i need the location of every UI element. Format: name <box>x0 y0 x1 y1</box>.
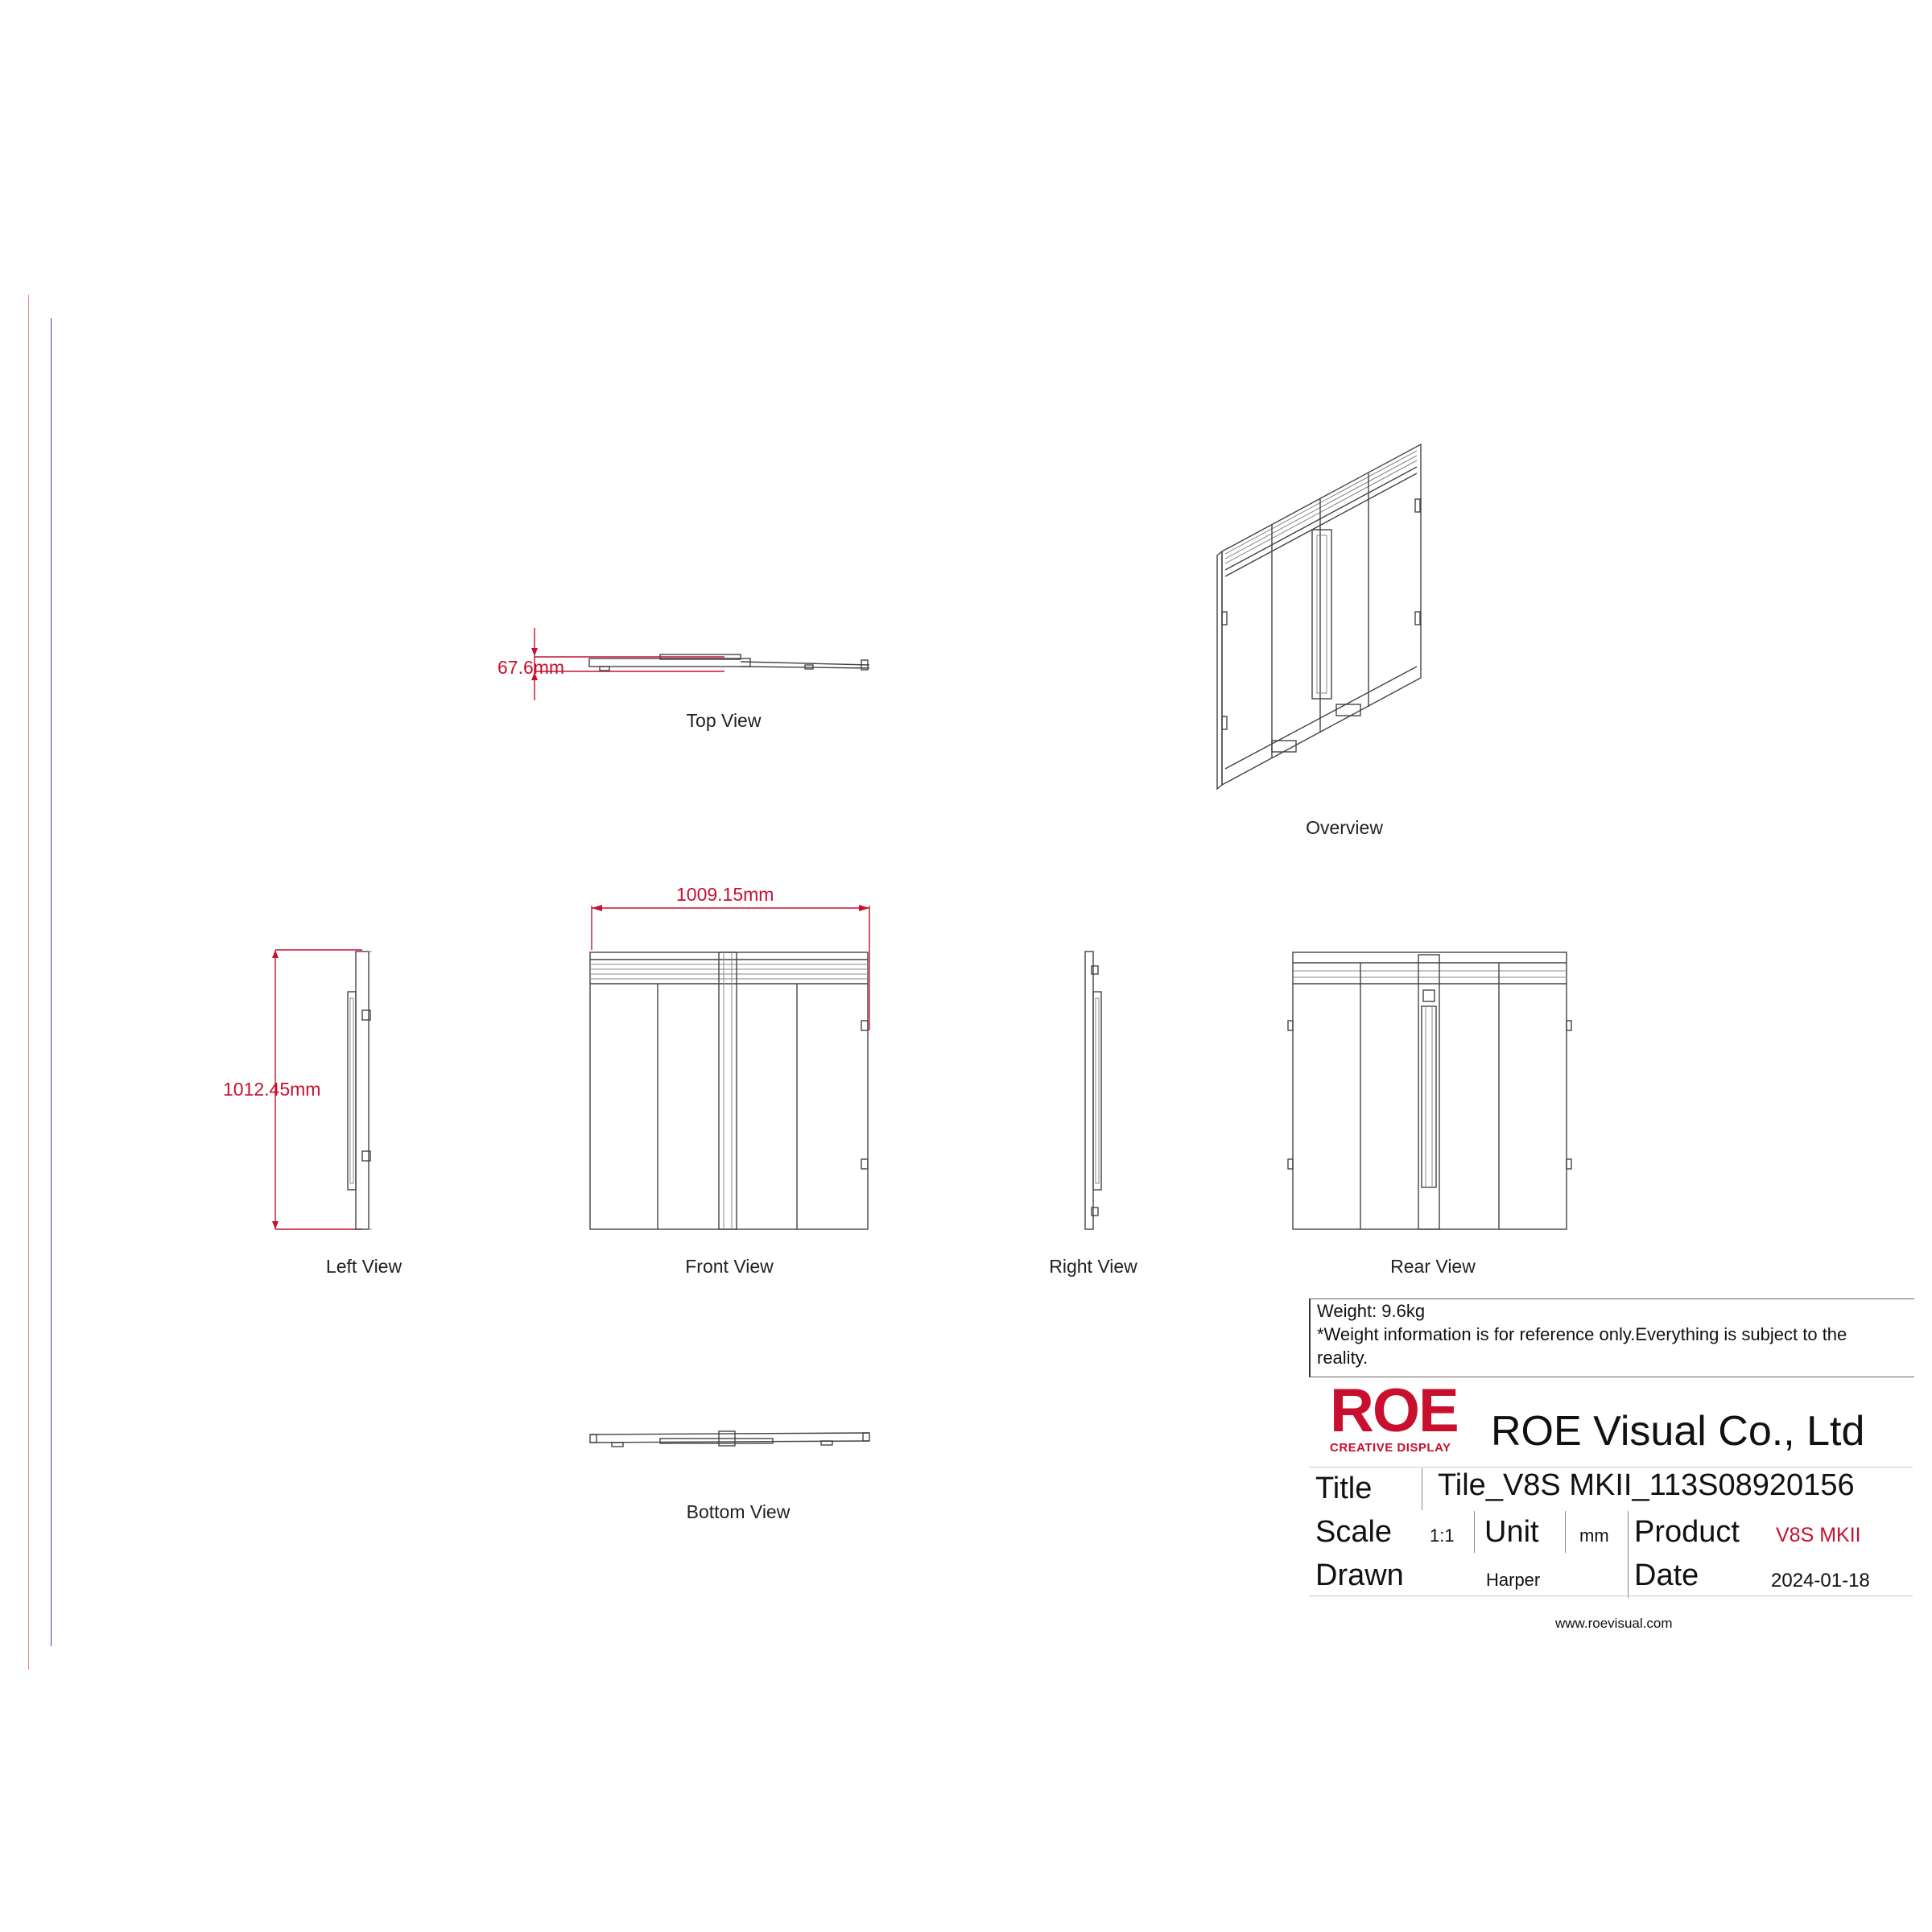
bottom-view-label: Bottom View <box>686 1501 791 1522</box>
logo-brand: ROE <box>1330 1377 1458 1445</box>
date-value: 2024-01-18 <box>1771 1570 1870 1591</box>
weight-line-1: Weight: 9.6kg <box>1317 1301 1426 1321</box>
unit-value: mm <box>1579 1525 1609 1546</box>
company-name: ROE Visual Co., Ltd <box>1491 1408 1865 1455</box>
logo-tagline: CREATIVE DISPLAY <box>1330 1441 1451 1455</box>
weight-note <box>1309 1298 1914 1377</box>
overview-label: Overview <box>1306 817 1383 838</box>
drawn-value: Harper <box>1486 1570 1541 1590</box>
roe-logo <box>1330 1377 1468 1455</box>
height-dimension: 1012.45mm <box>223 1079 321 1100</box>
right-view-label: Right View <box>1049 1256 1137 1277</box>
depth-dimension: 67.6mm <box>497 657 565 678</box>
unit-label: Unit <box>1484 1515 1539 1549</box>
product-value: V8S MKII <box>1776 1524 1861 1546</box>
product-label: Product <box>1634 1515 1740 1549</box>
website: www.roevisual.com <box>1555 1616 1673 1631</box>
width-dimension: 1009.15mm <box>676 884 774 905</box>
scale-value: 1:1 <box>1430 1525 1455 1546</box>
drawn-label: Drawn <box>1315 1558 1404 1592</box>
rear-view-label: Rear View <box>1390 1256 1476 1277</box>
title-value: Tile_V8S MKII_113S08920156 <box>1438 1468 1855 1502</box>
scale-label: Scale <box>1315 1515 1393 1549</box>
weight-line-2: *Weight information is for reference only.Everything is subject to the <box>1317 1324 1847 1344</box>
front-view-label: Front View <box>685 1256 774 1277</box>
left-view-label: Left View <box>325 1256 402 1277</box>
date-label: Date <box>1634 1558 1699 1592</box>
top-view-label: Top View <box>686 710 762 731</box>
weight-line-3: reality. <box>1317 1348 1368 1368</box>
title-label: Title <box>1315 1472 1373 1505</box>
